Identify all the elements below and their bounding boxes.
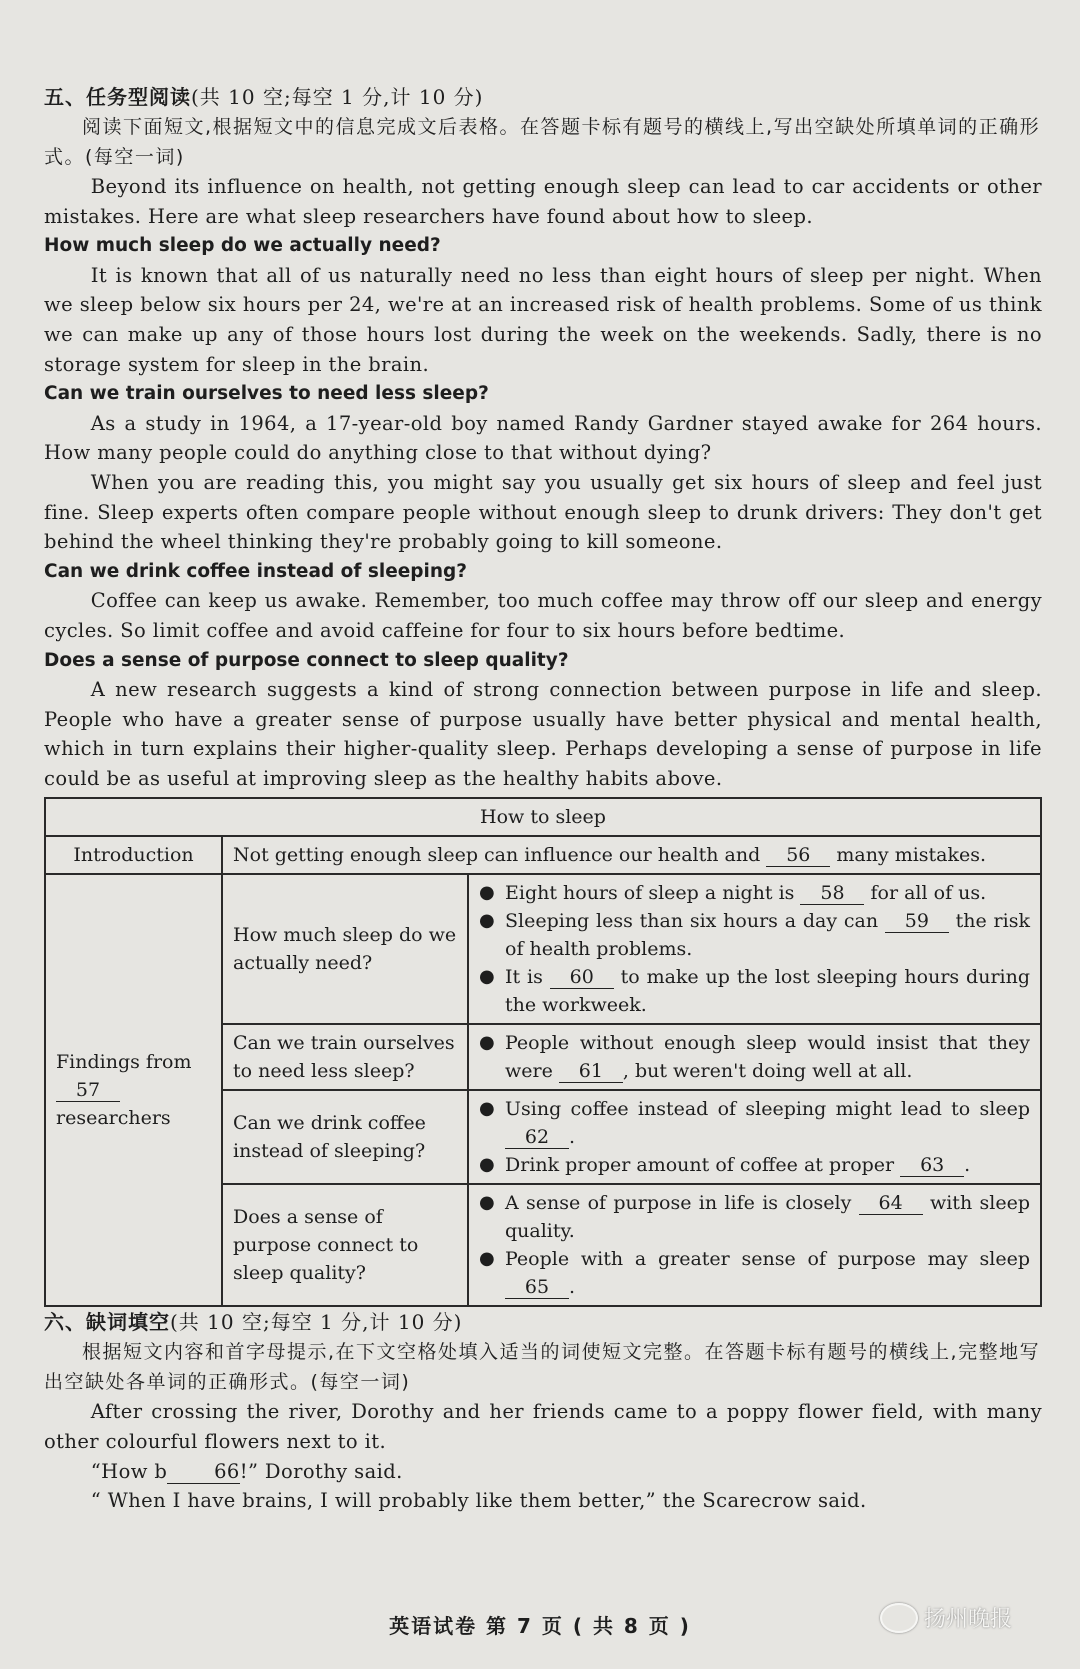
page-footer: 英语试卷 第 7 页 ( 共 8 页 ) — [389, 1614, 691, 1638]
blank-59[interactable]: 59 — [885, 910, 949, 933]
answers-4 — [468, 1184, 1041, 1306]
blank-57[interactable]: 57 — [56, 1079, 120, 1102]
answers-1 — [468, 874, 1041, 1024]
answers-3 — [468, 1090, 1041, 1184]
passage-p1: It is known that all of us naturally need no less than eight hours of sleep per night. When we sleep below six hours per 24, we're at an increased risk of health problems. Some of us think we can make up any of those hours lost during the week on the weekends. Sadly, there is no storage system for sleep in the brain. — [44, 263, 1042, 376]
passage-intro: Beyond its influence on health, not getting enough sleep can lead to car accidents or other mistakes. Here are what sleep researchers have found about how to sleep. — [44, 175, 1042, 228]
blank-60[interactable]: 60 — [550, 966, 614, 989]
bullet-61: ● People without enough sleep would insist that they were 61 , but weren't doing well at all. — [479, 1029, 1030, 1085]
bullet-63: ● Drink proper amount of coffee at proper 63 . — [479, 1151, 1030, 1179]
blank-58[interactable]: 58 — [800, 882, 864, 905]
blank-66[interactable]: 66 — [167, 1461, 239, 1484]
bullet-60: ● It is 60 to make up the lost sleeping hours during the workweek. — [479, 963, 1030, 1019]
section-6-title: 六、缺词填空(共 10 空;每空 1 分,计 10 分) — [44, 1310, 463, 1335]
bullet-58: ● Eight hours of sleep a night is 58 for all of us. — [479, 879, 1030, 907]
heading-2: Can we train ourselves to need less sleep? — [44, 383, 489, 405]
section-6-instruction: 根据短文内容和首字母提示,在下文空格处填入适当的词使短文完整。在答题卡标有题号的横线上,完整地写出空缺处各单词的正确形式。(每空一词) — [44, 1341, 1041, 1394]
question-2: Can we train ourselves to need less sleep? — [222, 1024, 468, 1090]
intro-label: Introduction — [45, 836, 222, 874]
answers-2 — [468, 1024, 1041, 1090]
findings-label: Findings from 57 researchers — [45, 874, 222, 1306]
question-3: Can we drink coffee instead of sleeping? — [222, 1090, 468, 1184]
question-1: How much sleep do we actually need? — [222, 874, 468, 1024]
question-4: Does a sense of purpose connect to sleep quality? — [222, 1184, 468, 1306]
blank-62[interactable]: 62 — [505, 1126, 569, 1149]
blank-63[interactable]: 63 — [900, 1154, 964, 1177]
passage-6-p1: After crossing the river, Dorothy and her friends came to a poppy flower field, with many other colourful flowers next to it. — [44, 1400, 1042, 1454]
blank-64[interactable]: 64 — [859, 1192, 923, 1215]
blank-65[interactable]: 65 — [505, 1276, 569, 1299]
how-to-sleep-table — [44, 797, 1042, 1307]
blank-61[interactable]: 61 — [559, 1060, 623, 1083]
bullet-64: ● A sense of purpose in life is closely 64 with sleep quality. — [479, 1189, 1030, 1245]
section-5-instruction: 阅读下面短文,根据短文中的信息完成文后表格。在答题卡标有题号的横线上,写出空缺处所填单词的正确形式。(每空一词) — [44, 116, 1041, 168]
passage-6-p3: “ When I have brains, I will probably like them better,” the Scarecrow said. — [90, 1489, 867, 1513]
wechat-icon — [880, 1603, 918, 1633]
blank-56[interactable]: 56 — [766, 844, 830, 867]
passage-6-p2: “How b 66!” Dorothy said. — [90, 1459, 403, 1483]
table-title: How to sleep — [45, 798, 1041, 836]
bullet-62: ● Using coffee instead of sleeping might lead to sleep 62 . — [479, 1095, 1030, 1151]
bullet-59: ● Sleeping less than six hours a day can 59 the risk of health problems. — [479, 907, 1030, 963]
passage-p2a: As a study in 1964, a 17-year-old boy named Randy Gardner stayed awake for 264 hours. How many people could do anything close to that without dying? — [44, 411, 1042, 465]
passage-p4: A new research suggests a kind of strong connection between purpose in life and sleep. People who have a greater sense of purpose usually have better physical and mental health, which in turn explains their higher-quality sleep. Perhaps developing a sense of purpose in life could be as useful at improving sleep as the healthy habits above. — [44, 678, 1042, 790]
passage-p3: Coffee can keep us awake. Remember, too much coffee may throw off our sleep and energy cycles. So limit coffee and avoid caffeine for four to six hours before bedtime. — [44, 589, 1042, 642]
intro-content: Not getting enough sleep can influence our health and 56 many mistakes. — [222, 836, 1041, 874]
section-5-title: 五、任务型阅读(共 10 空;每空 1 分,计 10 分) — [44, 85, 484, 109]
heading-3: Can we drink coffee instead of sleeping? — [44, 560, 468, 582]
exam-page — [44, 82, 1042, 1516]
watermark: 扬州晚报 — [880, 1602, 1012, 1633]
passage-p2b: When you are reading this, you might say you usually get six hours of sleep and feel just fine. Sleep experts often compare people without enough sleep to drunk drivers: They don't get behind the wheel thinking they're probably going to kill someone. — [44, 470, 1042, 554]
heading-4: Does a sense of purpose connect to sleep quality? — [44, 649, 569, 671]
heading-1: How much sleep do we actually need? — [44, 235, 441, 257]
bullet-65: ● People with a greater sense of purpose may sleep 65 . — [479, 1245, 1030, 1301]
